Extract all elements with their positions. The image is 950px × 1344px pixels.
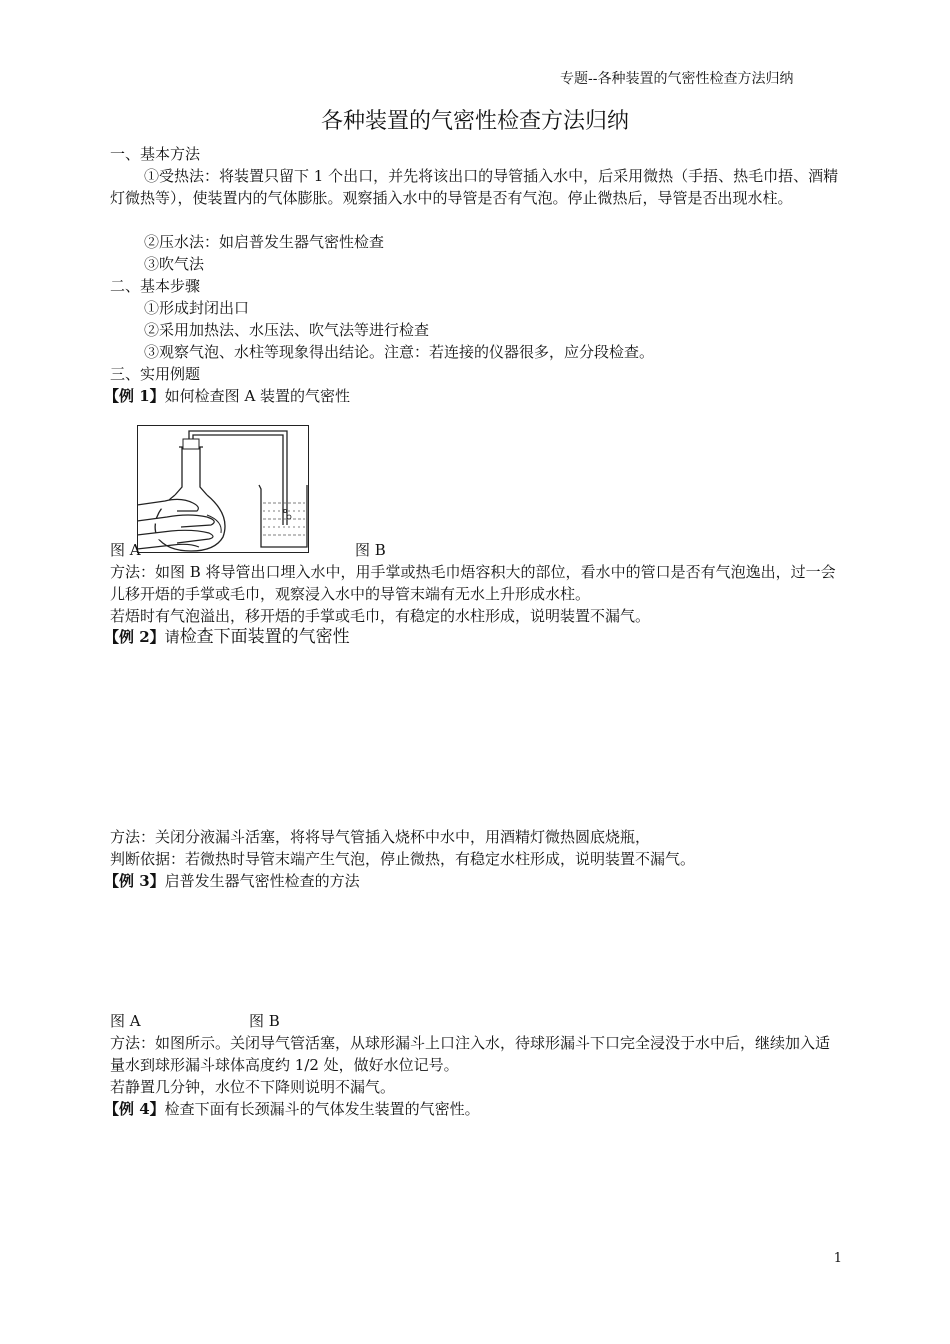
example-3-method: 方法：如图所示。关闭导气管活塞，从球形漏斗上口注入水，待球形漏斗下口完全浸没于水中后，继续加入适量水到球形漏斗球体高度约 1/2 处，做好水位记号。: [110, 1034, 831, 1074]
method-blowing: ③吹气法: [144, 255, 205, 273]
example-3-label: 【例 3】: [104, 872, 165, 890]
page-header: 专题--各种装置的气密性检查方法归纳: [560, 71, 794, 87]
section-heading-basic-steps: 二、基本步骤: [110, 277, 201, 295]
example-3-figure-b-caption: 图 B: [249, 1012, 280, 1030]
method-water-pressure: ②压水法：如启普发生器气密性检查: [144, 233, 385, 251]
step-3: ③观察气泡、水柱等现象得出结论。注意：若连接的仪器很多，应分段检查。: [144, 343, 655, 361]
section-heading-basic-methods: 一、基本方法: [110, 145, 201, 163]
example-1-text: 如何检查图 A 装置的气密性: [164, 387, 351, 405]
method-heating-paragraph: ①受热法：将装置只留下 1 个出口，并先将该出口的导管插入水中，后采用微热（手捂、热毛巾捂、酒精灯微热等），使装置内的气体膨胀。观察插入水中的导管是否有气泡。停止微热后，导管是否出现水柱。: [110, 167, 839, 207]
example-1-question: [104, 385, 350, 407]
example-2-text-b: 检查下面装置的气密性: [179, 627, 350, 647]
step-2: ②采用加热法、水压法、吹气法等进行检查: [144, 321, 430, 339]
flask-beaker-apparatus-figure: [137, 425, 309, 553]
example-2-question: [104, 626, 350, 648]
example-2-text-a: 请: [164, 628, 180, 646]
example-4-question: [104, 1098, 480, 1120]
example-3-text: 启普发生器气密性检查的方法: [164, 872, 360, 890]
page-number: 1: [833, 1251, 842, 1266]
example-3-question: [104, 870, 360, 892]
example-2-label: 【例 2】: [104, 628, 165, 646]
example-1-conclusion: 若焐时有气泡溢出，移开焐的手掌或毛巾，有稳定的水柱形成，说明装置不漏气。: [110, 607, 651, 625]
example-2-method: 方法：关闭分液漏斗活塞，将将导气管插入烧杯中水中，用酒精灯微热圆底烧瓶，: [110, 828, 651, 846]
example-2-basis: 判断依据：若微热时导管末端产生气泡，停止微热，有稳定水柱形成，说明装置不漏气。: [110, 850, 696, 868]
example-4-label: 【例 4】: [104, 1100, 165, 1118]
example-1-figure-a-caption: 图 A: [110, 541, 141, 559]
example-3-conclusion: 若静置几分钟，水位不下降则说明不漏气。: [110, 1078, 396, 1096]
step-1: ①形成封闭出口: [144, 299, 250, 317]
example-1-method: 方法：如图 B 将导管出口埋入水中，用手掌或热毛巾焐容积大的部位，看水中的管口是否有气泡逸出，过一会儿移开焐的手掌或毛巾，观察浸入水中的导管末端有无水上升形成水柱。: [110, 563, 836, 603]
example-3-figure-a-caption: 图 A: [110, 1012, 141, 1030]
example-1-figure-b-caption: 图 B: [355, 541, 386, 559]
page-title: 各种装置的气密性检查方法归纳: [320, 109, 629, 134]
example-4-text: 检查下面有长颈漏斗的气体发生装置的气密性。: [164, 1100, 480, 1118]
section-heading-examples: 三、实用例题: [110, 365, 201, 383]
example-1-label: 【例 1】: [104, 387, 165, 405]
